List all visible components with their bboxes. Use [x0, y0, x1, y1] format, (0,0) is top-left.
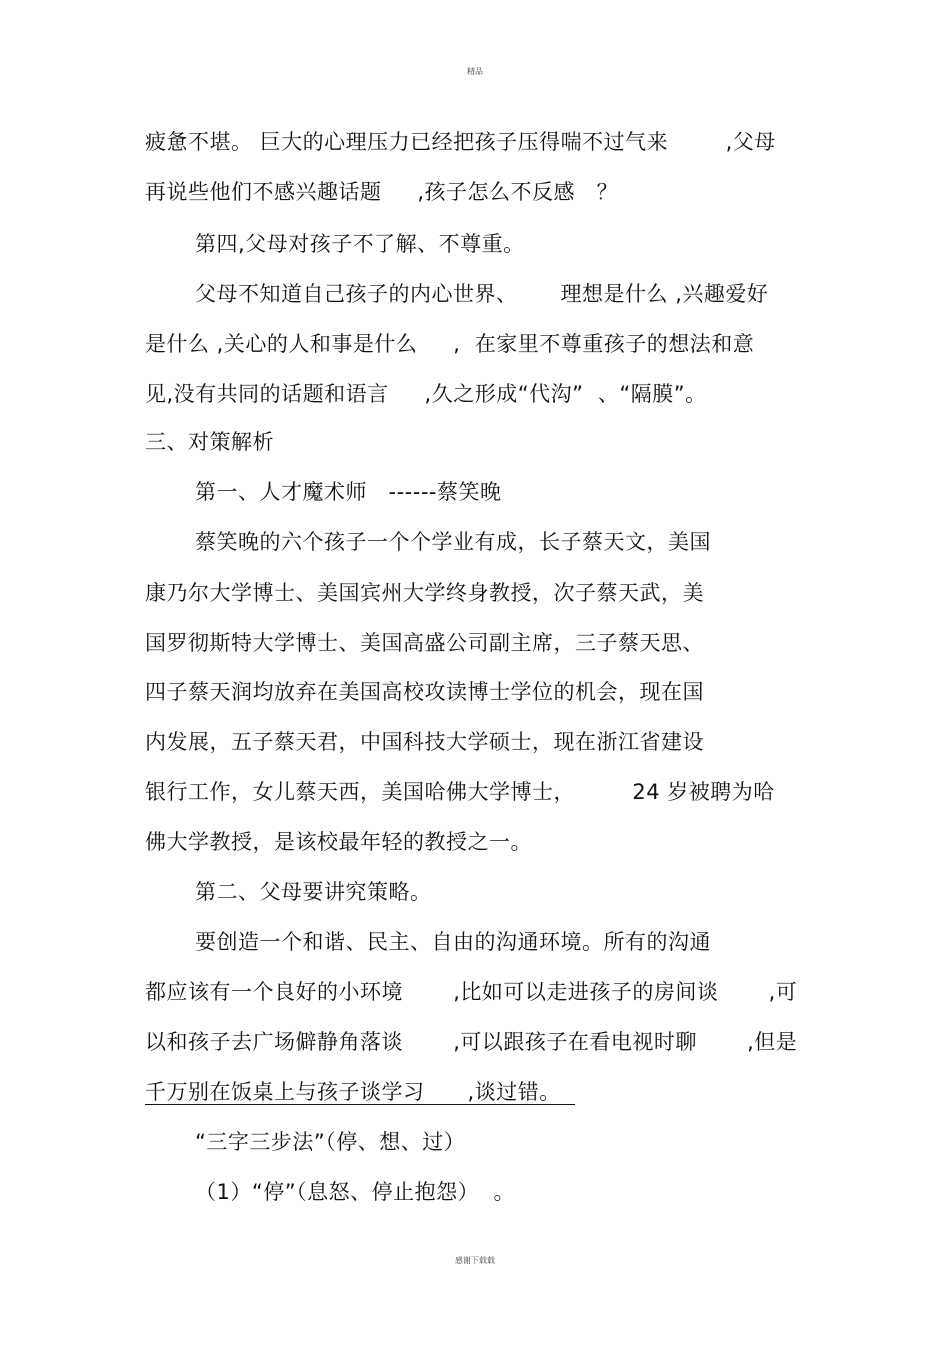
body-line: 佛大学教授，是该校最年轻的教授之一。 [145, 830, 532, 854]
body-line: 国罗彻斯特大学博士、美国高盛公司副主席，三子蔡天思、 [145, 631, 704, 655]
page-header: 精品 [467, 67, 483, 76]
body-line: “三字三步法”（停、想、过） [195, 1130, 466, 1154]
body-line: （1）“停”（息怒、停止抱怨） 。 [195, 1180, 515, 1204]
underlined-line: 千万别在饭桌上与孩子谈学习 ,谈过错。 [145, 1080, 576, 1104]
section-heading: 第一、人才魔术师 ------蔡笑晚 [195, 480, 502, 504]
body-line: 再说些他们不感兴趣话题 ,孩子怎么不反感 ？ [145, 180, 619, 204]
section-heading: 第四,父母对孩子不了解、不尊重。 [195, 232, 525, 256]
body-line: 以和孩子去广场僻静角落谈 ,可以跟孩子在看电视时聊 ,但是 [145, 1030, 798, 1054]
section-heading: 第二、父母要讲究策略。 [195, 880, 432, 904]
body-line: 父母不知道自己孩子的内心世界、 理想是什么 ,兴趣爱好 [195, 282, 769, 306]
body-line: 疲惫不堪。 巨大的心理压力已经把孩子压得喘不过气来 ,父母 [145, 130, 776, 154]
body-line: 内发展，五子蔡天君，中国科技大学硕士，现在浙江省建设 [145, 730, 704, 754]
body-line: 蔡笑晚的六个孩子一个个学业有成，长子蔡天文，美国 [195, 530, 711, 554]
chapter-heading: 三、对策解析 [145, 430, 274, 454]
body-line: 康乃尔大学博士、美国宾州大学终身教授，次子蔡天武，美 [145, 581, 704, 605]
body-line: 要创造一个和谐、民主、自由的沟通环境。所有的沟通 [195, 930, 711, 954]
body-line: 是什么 ,关心的人和事是什么 , 在家里不尊重孩子的想法和意 [145, 332, 755, 356]
page-footer: 感谢下载载 [455, 1256, 495, 1265]
body-line: 银行工作，女儿蔡天西，美国哈佛大学博士， 24 岁被聘为哈 [145, 780, 775, 804]
body-line: 见,没有共同的话题和语言 ,久之形成“代沟” 、“隔膜”。 [145, 382, 707, 406]
body-line: 都应该有一个良好的小环境 ,比如可以走进孩子的房间谈 ,可 [145, 980, 798, 1004]
body-line: 四子蔡天润均放弃在美国高校攻读博士学位的机会，现在国 [145, 680, 704, 704]
